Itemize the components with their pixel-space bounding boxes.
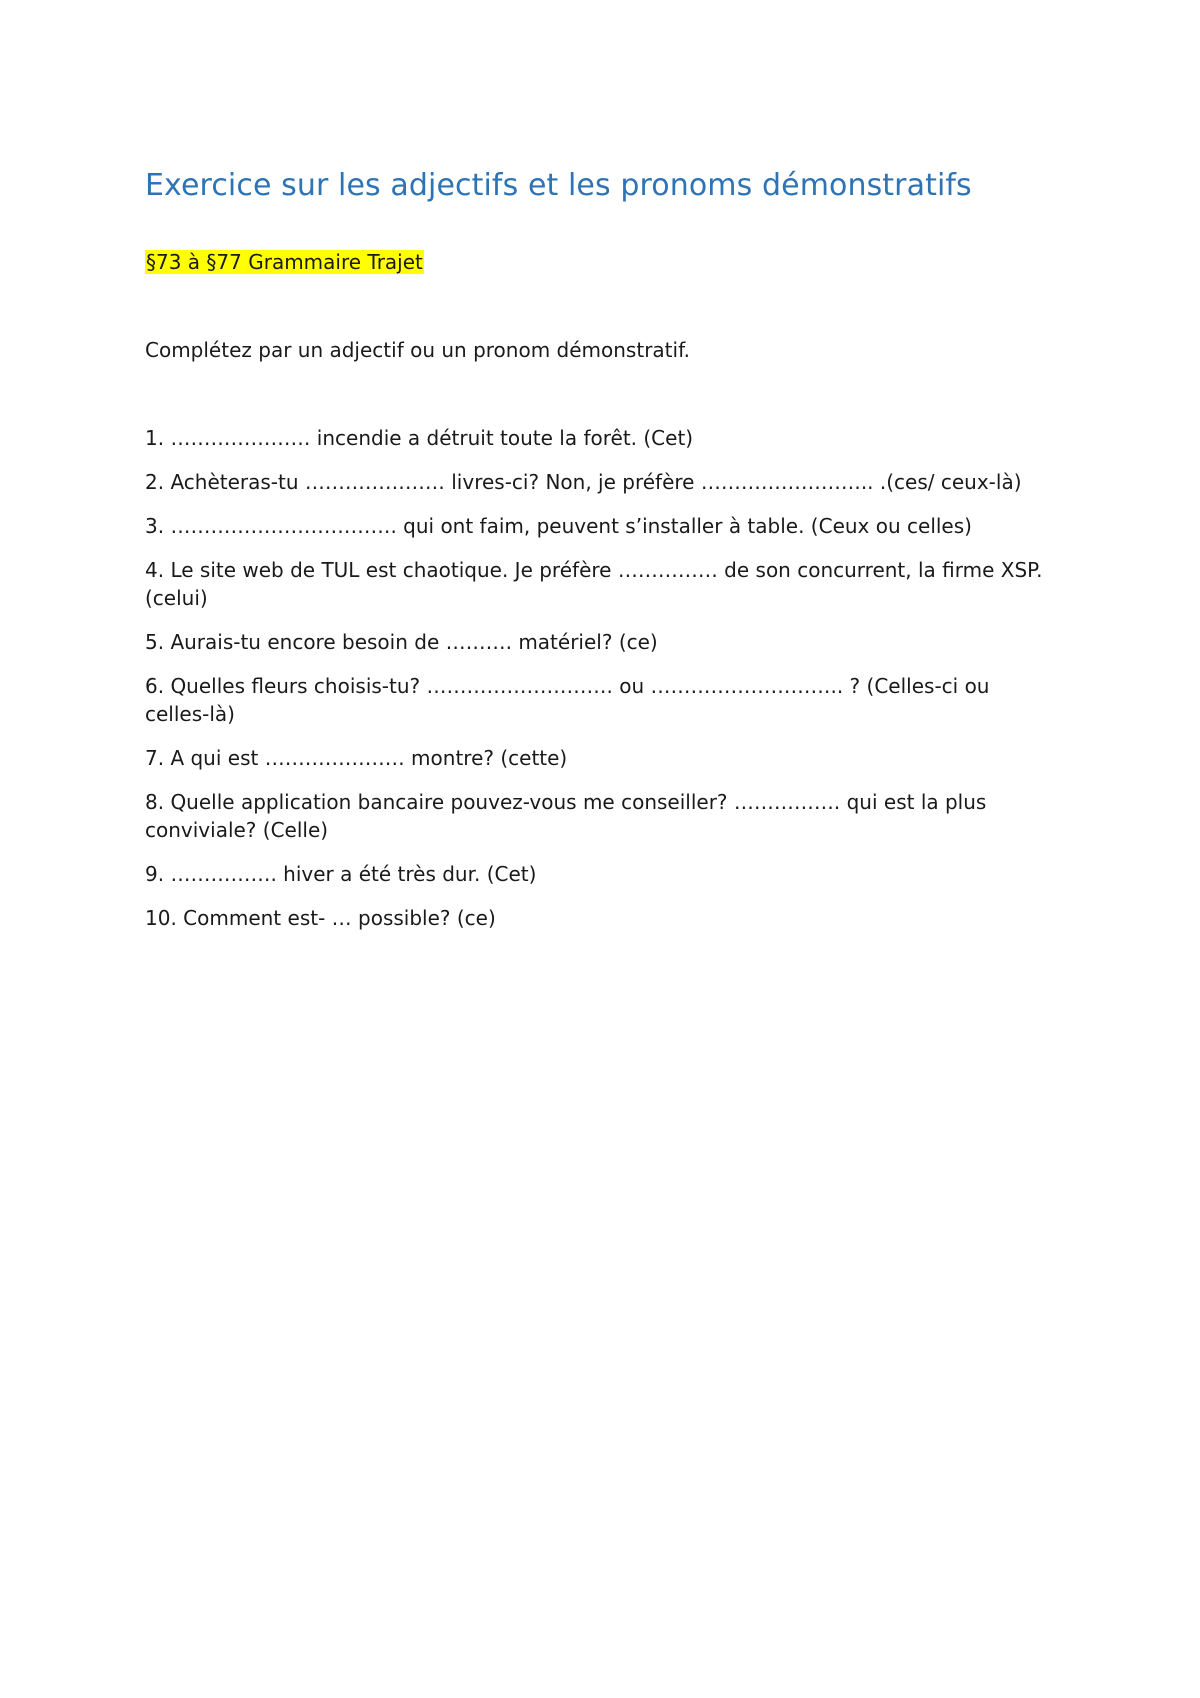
exercise-item-7: 7. A qui est ………………… montre? (cette) bbox=[145, 746, 568, 770]
document-title: Exercice sur les adjectifs et les pronoms démonstratifs bbox=[145, 168, 972, 203]
highlighted-reference-text: §73 à §77 Grammaire Trajet bbox=[146, 250, 423, 274]
exercise-item-2: 2. Achèteras-tu ………………… livres-ci? Non, je préfère …………………….. .(ces/ ceux-là) bbox=[145, 470, 1022, 494]
exercise-item-1: 1. ………………… incendie a détruit toute la forêt. (Cet) bbox=[145, 426, 694, 450]
exercise-item-8: 8. Quelle application bancaire pouvez-vous me conseiller? ……………. qui est la plus conviviale? (Celle) bbox=[145, 790, 987, 842]
exercise-item-6: 6. Quelles fleurs choisis-tu? ………………………. ou ……………………….. ? (Celles-ci ou celles-là) bbox=[145, 674, 990, 726]
exercise-item-5: 5. Aurais-tu encore besoin de ………. matériel? (ce) bbox=[145, 630, 658, 654]
exercise-item-3: 3. ……………………………. qui ont faim, peuvent s’installer à table. (Ceux ou celles) bbox=[145, 514, 972, 538]
exercise-item-9: 9. ……………. hiver a été très dur. (Cet) bbox=[145, 862, 537, 886]
exercise-item-4: 4. Le site web de TUL est chaotique. Je préfère …………… de son concurrent, la firme XSP. (celui) bbox=[145, 558, 1043, 610]
grammar-reference bbox=[145, 248, 1060, 276]
exercise-list bbox=[145, 424, 1060, 932]
exercise-instruction: Complétez par un adjectif ou un pronom démonstratif. bbox=[145, 338, 691, 362]
document-body bbox=[145, 166, 1060, 948]
exercise-item-10: 10. Comment est- … possible? (ce) bbox=[145, 906, 496, 930]
